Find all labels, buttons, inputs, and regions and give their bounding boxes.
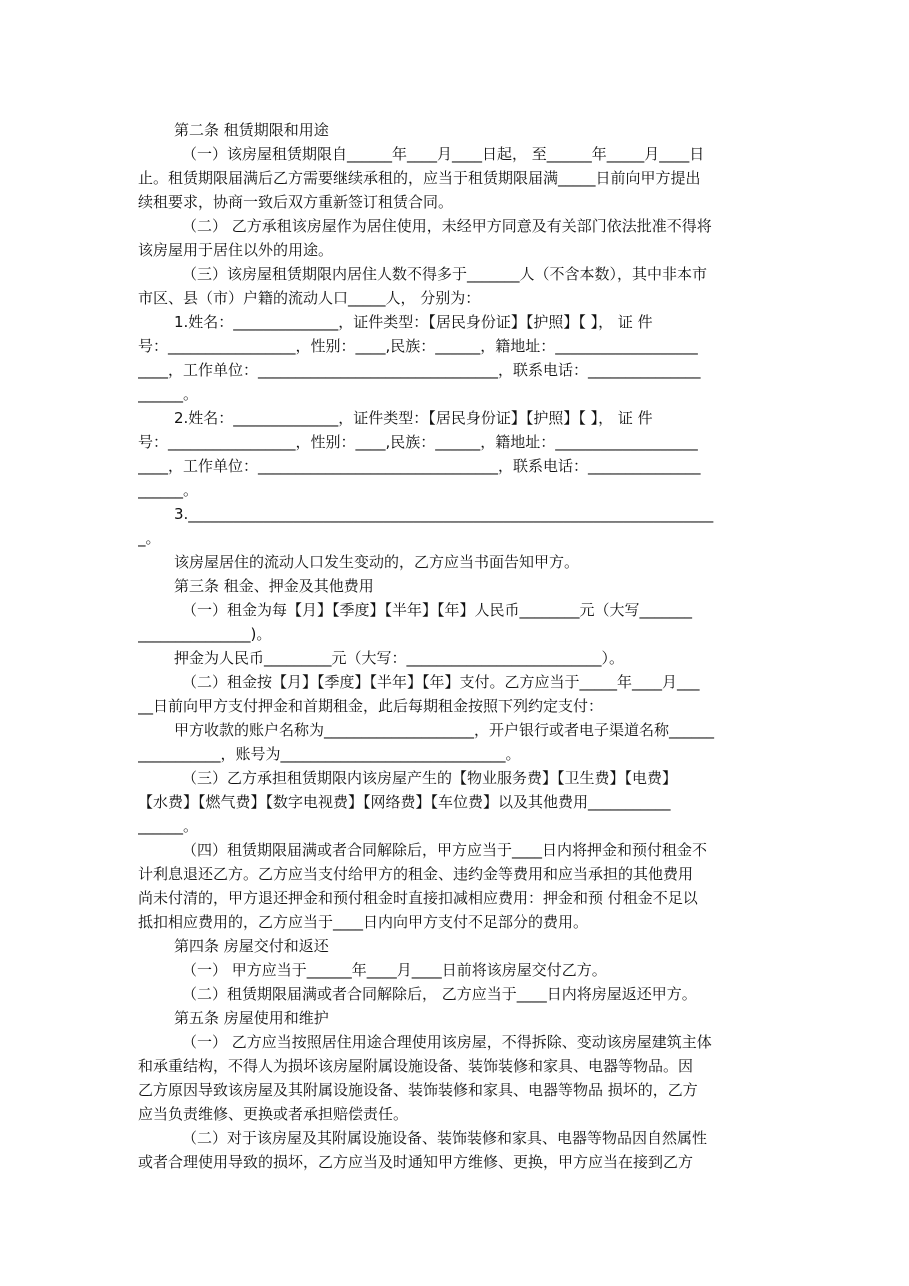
text-line: 和承重结构，不得人为损坏该房屋附属设施设备、装饰装修和家具、电器等物品。因 xyxy=(138,1057,694,1075)
text-line: （二）租金按【月】【季度】【半年】【年】支付。乙方应当于_____年____月___ xyxy=(182,673,700,691)
text-line: 尚未付清的，甲方退还押金和预付租金时直接扣减相应费用：押金和预 付租金不足以 xyxy=(138,889,698,907)
text-line: （三）乙方承担租赁期限内该房屋产生的【物业服务费】【卫生费】【电费】 xyxy=(182,769,678,787)
text-line: ____，工作单位：________________________________，联系电话：_______________ xyxy=(138,457,701,475)
text-line: 或者合理使用导致的损坏，乙方应当及时通知甲方维修、更换，甲方应当在接到乙方 xyxy=(138,1153,694,1171)
text-line: 第三条 租金、押金及其他费用 xyxy=(174,577,374,595)
text-line: __日前向甲方支付押金和首期租金，此后每期租金按照下列约定支付： xyxy=(138,697,604,715)
text-line: ______。 xyxy=(138,385,199,403)
text-line: 市区、县（市）户籍的流动人口_____人， 分别为： xyxy=(138,289,481,307)
text-line: （一） 甲方应当于______年____月____日前将该房屋交付乙方。 xyxy=(182,961,607,979)
text-line: （三）该房屋租赁期限内居住人数不得多于_______人（不含本数），其中非本市 xyxy=(182,265,708,283)
text-line: 乙方原因导致该房屋及其附属设施设备、装饰装修和家具、电器等物品 损坏的，乙方 xyxy=(138,1081,698,1099)
text-line: （二）租赁期限届满或者合同解除后， 乙方应当于____日内将房屋返还甲方。 xyxy=(182,985,697,1003)
text-line: （四）租赁期限届满或者合同解除后，甲方应当于____日内将押金和预付租金不 xyxy=(182,841,708,859)
text-line: _。 xyxy=(138,529,161,547)
text-line: 【水费】【燃气费】【数字电视费】【网络费】【车位费】以及其他费用___________ xyxy=(138,793,671,811)
text-line: 应当负责维修、更换或者承担赔偿责任。 xyxy=(138,1105,409,1123)
text-line: 3.______________________________________________________________________ xyxy=(174,505,714,523)
text-line: 2.姓名：______________，证件类型：【居民身份证】【护照】【 】， 证 件 xyxy=(174,409,653,427)
text-line: ______。 xyxy=(138,481,199,499)
text-line: 号：_________________，性别：____,民族：______，籍地址：___________________ xyxy=(138,433,698,451)
text-line: 号：_________________，性别：____,民族：______，籍地址：___________________ xyxy=(138,337,698,355)
text-line: （一）租金为每【月】【季度】【半年】【年】人民币________元（大写_______ xyxy=(182,601,693,619)
text-line: 第四条 房屋交付和返还 xyxy=(174,937,329,955)
text-line: （一）该房屋租赁期限自______年____月____日起， 至______年_____月____日 xyxy=(182,145,705,163)
text-line: （二） 乙方承租该房屋作为居住使用，未经甲方同意及有关部门依法批准不得将 xyxy=(182,217,712,235)
text-line: （二）对于该房屋及其附属设施设备、装饰装修和家具、电器等物品因自然属性 xyxy=(182,1129,708,1147)
text-line: ___________，账号为______________________________。 xyxy=(138,745,521,763)
text-line: 甲方收款的账户名称为____________________，开户银行或者电子渠道名称______ xyxy=(174,721,715,739)
text-line: 计利息退还乙方。乙方应当支付给甲方的租金、违约金等费用和应当承担的其他费用 xyxy=(138,865,694,883)
text-line: 抵扣相应费用的，乙方应当于____日内向甲方支付不足部分的费用。 xyxy=(138,913,589,931)
text-line: 该房屋居住的流动人口发生变动的，乙方应当书面告知甲方。 xyxy=(174,553,580,571)
text-line: ____，工作单位：________________________________，联系电话：_______________ xyxy=(138,361,701,379)
text-line: _______________)。 xyxy=(138,625,272,643)
text-line: ______。 xyxy=(138,817,199,835)
contract-page xyxy=(138,118,774,1174)
text-line: 第五条 房屋使用和维护 xyxy=(174,1009,329,1027)
text-line: 第二条 租赁期限和用途 xyxy=(174,121,329,139)
text-line: 该房屋用于居住以外的用途。 xyxy=(138,241,334,259)
text-line: 止。租赁期限届满后乙方需要继续承租的，应当于租赁期限届满_____日前向甲方提出 xyxy=(138,169,701,187)
text-line: 押金为人民币_________元（大写：__________________________）。 xyxy=(174,649,625,667)
text-line: 续租要求，协商一致后双方重新签订租赁合同。 xyxy=(138,193,454,211)
text-line: 1.姓名：______________，证件类型：【居民身份证】【护照】【 】， 证 件 xyxy=(174,313,653,331)
text-line: （一） 乙方应当按照居住用途合理使用该房屋，不得拆除、变动该房屋建筑主体 xyxy=(182,1033,712,1051)
